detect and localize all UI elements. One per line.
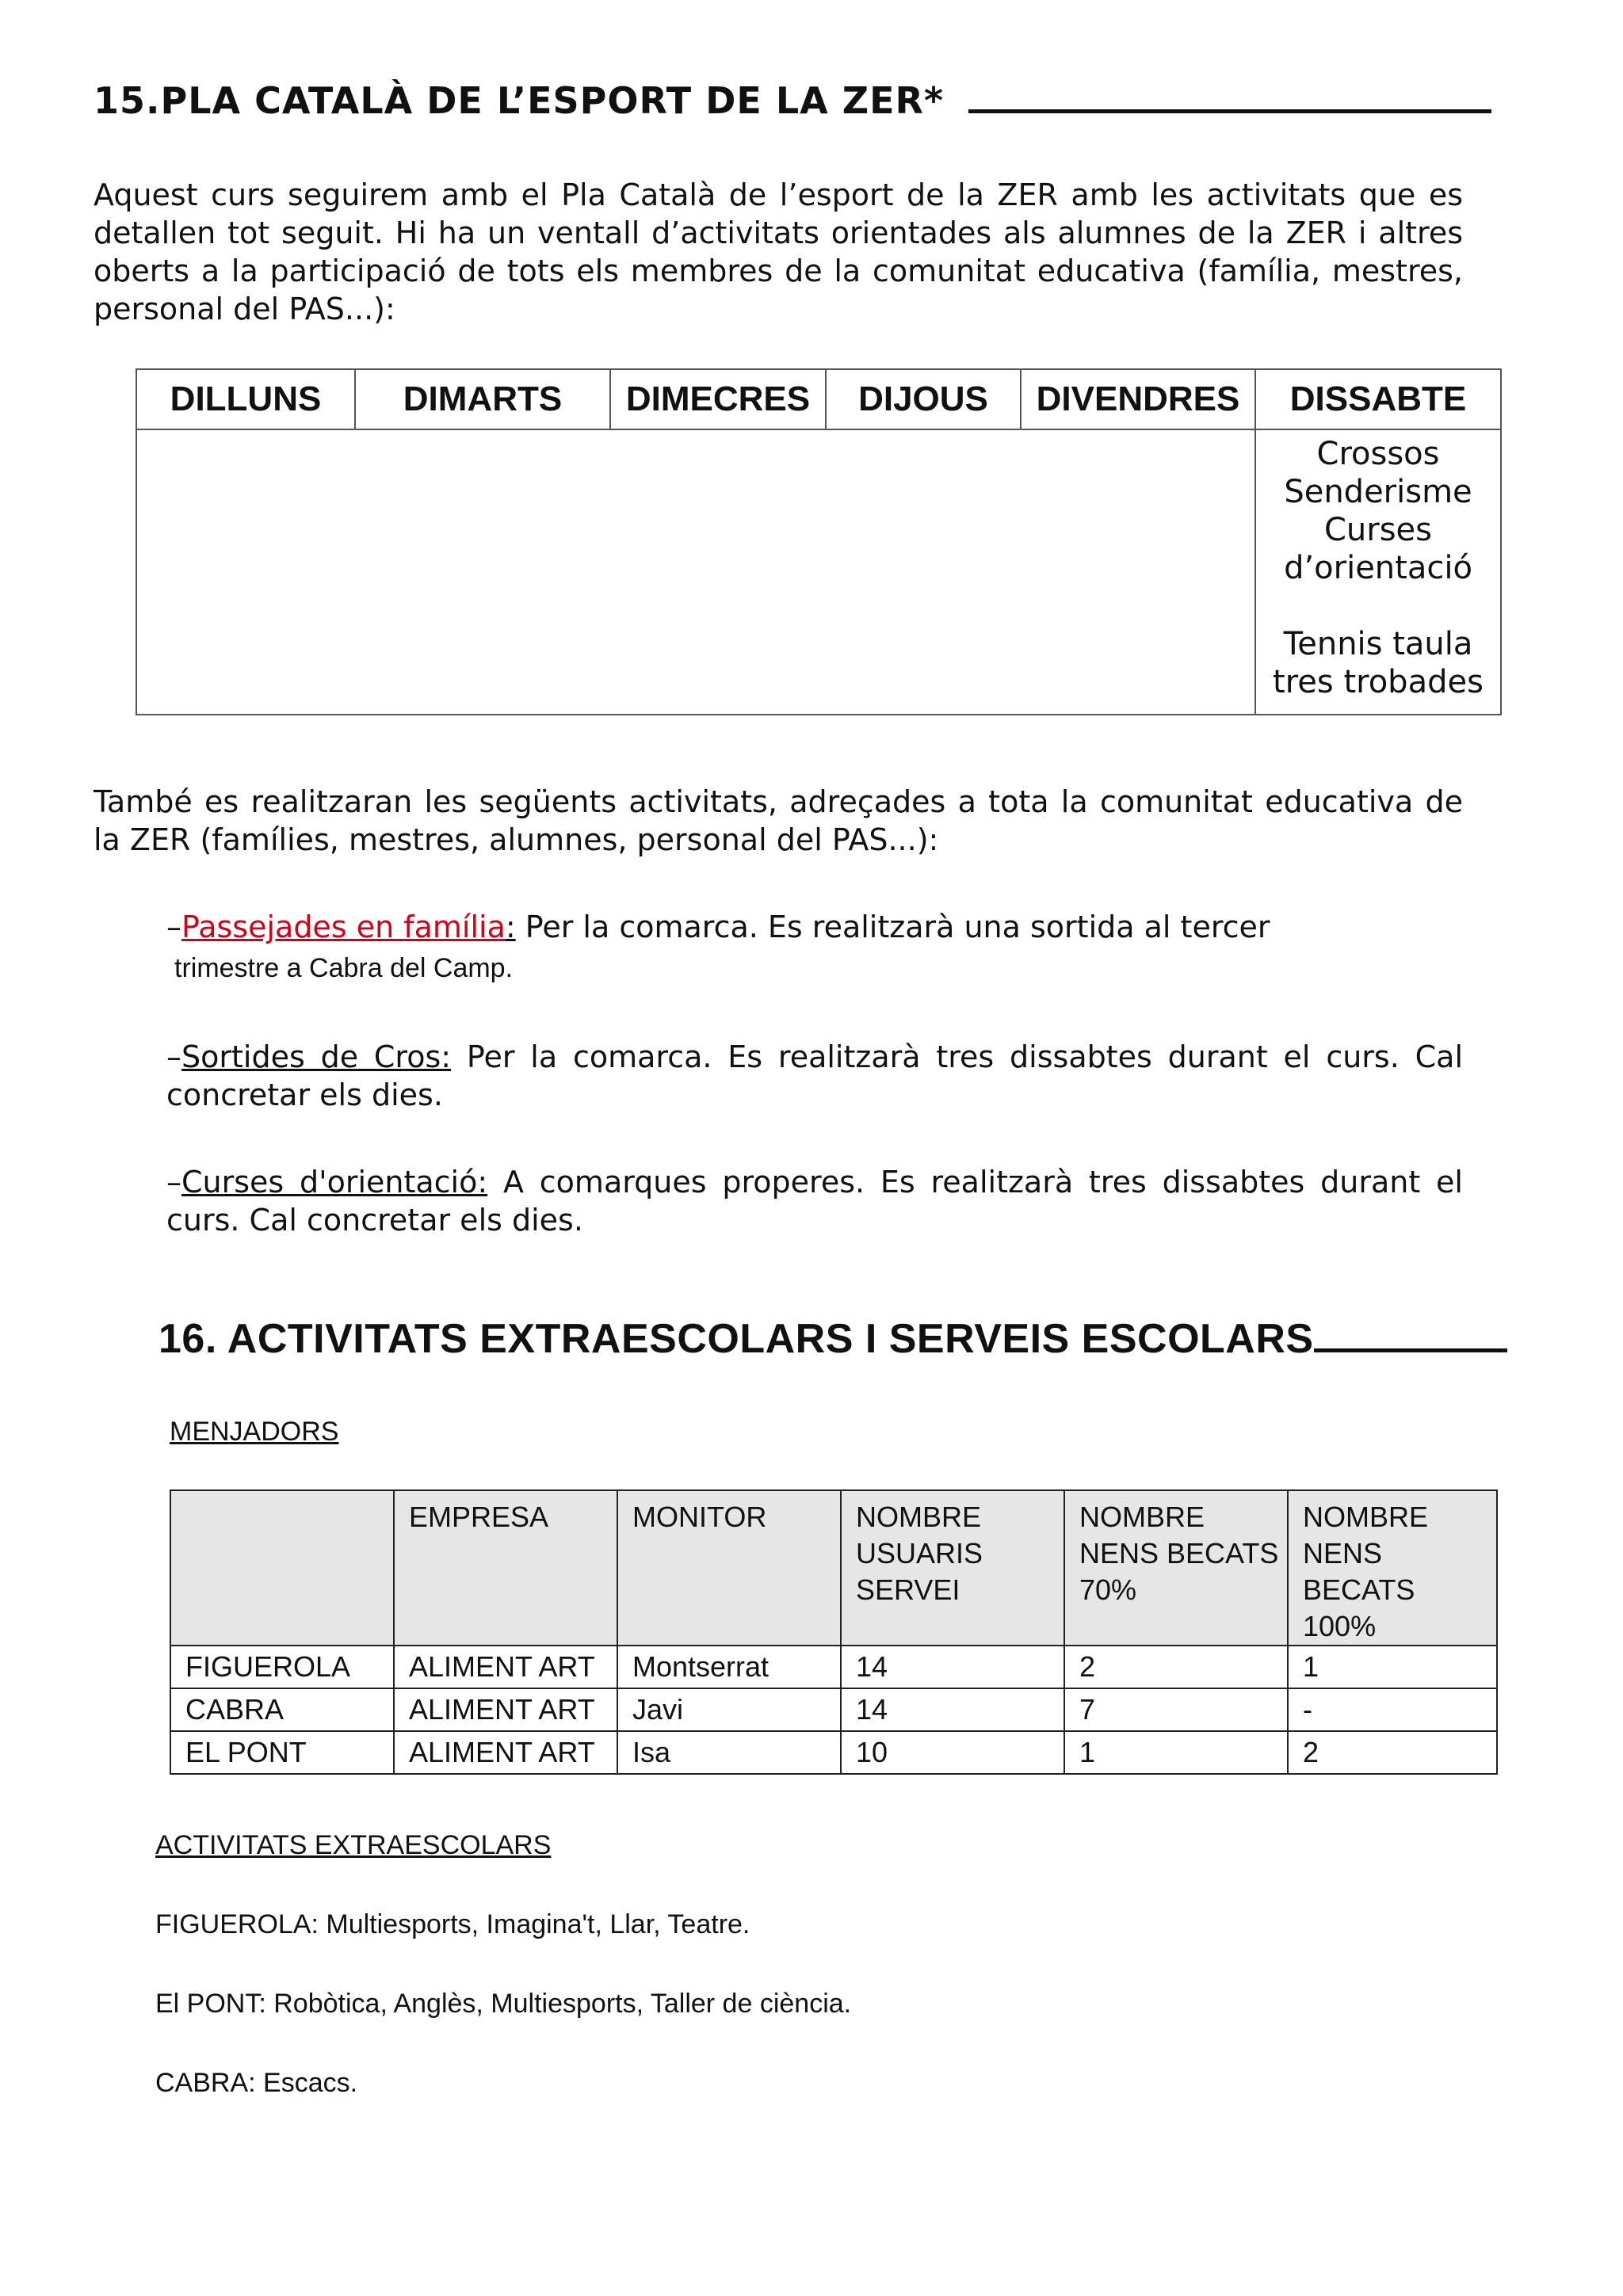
list-item: El PONT: Robòtica, Anglès, Multiesports, Taller de ciència. xyxy=(155,1989,852,2019)
list-item: –Curses d'orientació: A comarques properes. Es realitzarà tres dissabtes durant el curs. Cal concretar els dies. xyxy=(166,1165,1463,1238)
table-row: EL PONT ALIMENT ART Isa 10 1 2 xyxy=(170,1731,1497,1774)
header-thursday: DIJOUS xyxy=(826,369,1021,429)
title-rule xyxy=(1314,1348,1507,1352)
table-row: FIGUEROLA ALIMENT ART Montserrat 14 2 1 xyxy=(170,1646,1497,1688)
table-header-row xyxy=(136,369,1501,429)
weekday-empty-cell xyxy=(136,429,1255,715)
header-saturday: DISSABTE xyxy=(1255,369,1501,429)
activity-label: Passejades en família xyxy=(181,910,506,944)
intro-paragraph: Aquest curs seguirem amb el Pla Català de l’esport de la ZER amb les activitats que es detallen tot seguit. Hi ha un ventall d’activitats orientades als alumnes de la ZER i altres oberts a la participació de tots els membres de la comunitat educativa (família, mestres, personal del PAS...): xyxy=(94,177,1463,326)
list-item: –Passejades en família: Per la comarca. Es realitzarà una sortida al tercer trimestre a Cabra del Camp. xyxy=(166,910,1270,983)
menjadors-label: MENJADORS xyxy=(170,1417,339,1447)
extraescolars-label: ACTIVITATS EXTRAESCOLARS xyxy=(155,1830,552,1860)
header-tuesday: DIMARTS xyxy=(355,369,610,429)
menjadors-table xyxy=(170,1489,1498,1775)
header-cell: EMPRESA xyxy=(394,1490,617,1646)
table-row: CABRA ALIMENT ART Javi 14 7 - xyxy=(170,1688,1497,1731)
header-monday: DILLUNS xyxy=(136,369,355,429)
saturday-cell: Crossos Senderisme Curses d’orientació Tennis taula tres trobades xyxy=(1255,429,1501,715)
section-16-title: 16. ACTIVITATS EXTRAESCOLARS I SERVEIS ESCOLARS xyxy=(158,1315,1507,1363)
header-cell: NOMBRE NENS BECATS 100% xyxy=(1288,1490,1497,1646)
weekly-activities-table xyxy=(136,368,1502,715)
section-15-title: 15.PLA CATALÀ DE L’ESPORT DE LA ZER* xyxy=(94,79,1491,122)
header-wednesday: DIMECRES xyxy=(610,369,826,429)
list-item: –Sortides de Cros: Per la comarca. Es realitzarà tres dissabtes durant el curs. Cal concretar els dies. xyxy=(166,1039,1463,1112)
activity-label: Curses d'orientació: xyxy=(181,1165,488,1199)
table-header-row xyxy=(170,1490,1497,1646)
also-paragraph: També es realitzaran les següents activitats, adreçades a tota la comunitat educativa de la ZER (famílies, mestres, alumnes, personal del PAS...): xyxy=(94,784,1463,857)
header-cell: NOMBRE USUARIS SERVEI xyxy=(841,1490,1064,1646)
list-item: FIGUEROLA: Multiesports, Imagina't, Llar, Teatre. xyxy=(155,1909,750,1939)
title-rule xyxy=(968,109,1491,113)
header-cell: MONITOR xyxy=(617,1490,841,1646)
list-item: CABRA: Escacs. xyxy=(155,2068,358,2098)
activity-label: Sortides de Cros: xyxy=(181,1039,452,1074)
table-body-row xyxy=(136,429,1501,715)
header-cell xyxy=(170,1490,394,1646)
header-cell: NOMBRE NENS BECATS 70% xyxy=(1064,1490,1288,1646)
header-friday: DIVENDRES xyxy=(1021,369,1255,429)
